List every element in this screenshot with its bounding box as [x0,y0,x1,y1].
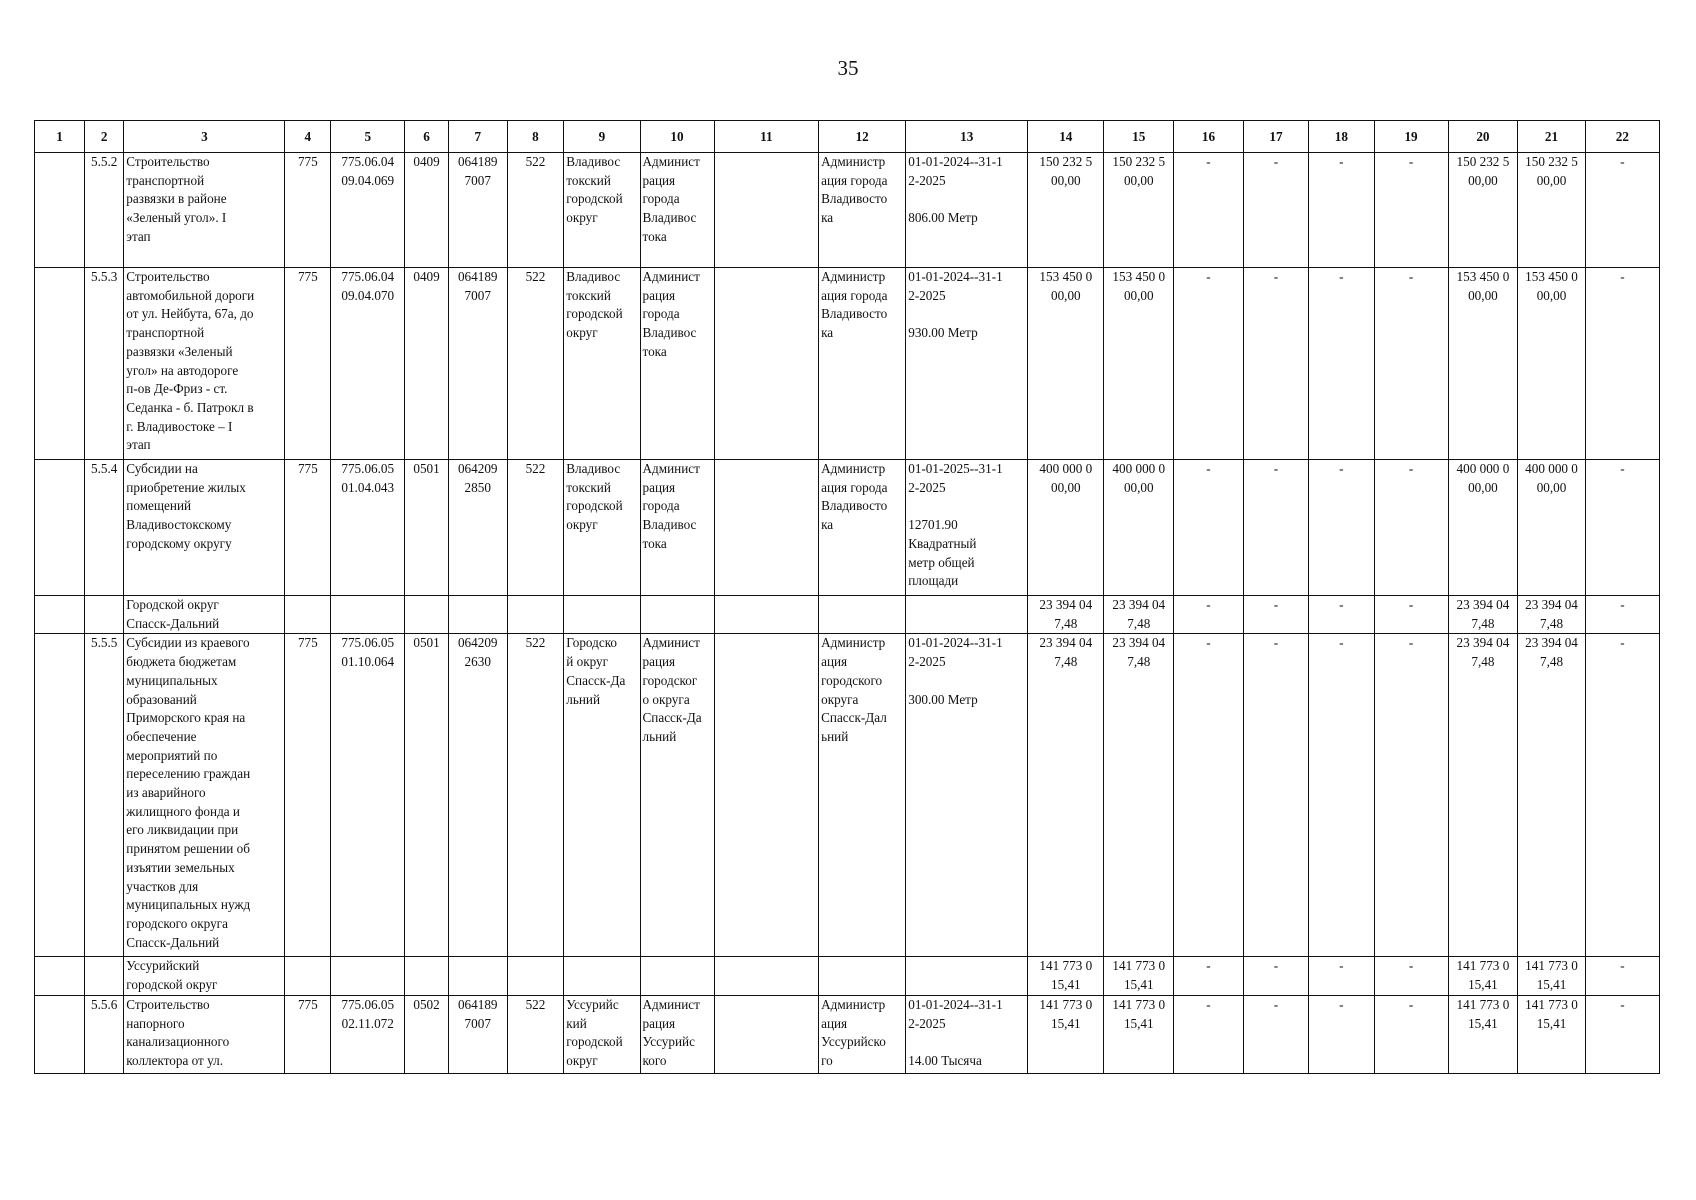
header-row [35,121,1660,153]
dash-cell: - [1309,596,1374,634]
table-row [35,634,1660,957]
code-cell: 775 [285,268,331,460]
customer-cell: Администр ация города Владивосто ка [819,268,906,460]
territory-cell: Владивос токский городской округ [564,153,640,268]
amount-cell: 150 232 5 00,00 [1028,153,1104,268]
code-cell: 522 [507,268,564,460]
amount-cell: 153 450 0 00,00 [1448,268,1518,460]
amount-cell: 23 394 04 7,48 [1104,634,1174,957]
amount-cell: 23 394 04 7,48 [1028,596,1104,634]
territory-cell: Владивос токский городской округ [564,460,640,596]
amount-cell: 153 450 0 00,00 [1518,268,1586,460]
dash-cell: - [1309,957,1374,995]
amount-cell: 150 232 5 00,00 [1104,153,1174,268]
customer-cell: Администр ация города Владивосто ка [819,460,906,596]
dash-cell: - [1174,995,1244,1073]
column-header: 6 [405,121,449,153]
code-cell: 0501 [405,634,449,957]
amount-cell: 23 394 04 7,48 [1518,634,1586,957]
code-cell: 064209 2850 [448,460,507,596]
column-header: 4 [285,121,331,153]
amount-cell: 150 232 5 00,00 [1448,153,1518,268]
amount-cell: 141 773 0 15,41 [1518,995,1586,1073]
recipient-cell: Админист рация города Владивос тока [640,268,714,460]
dash-cell: - [1374,153,1448,268]
code-cell: 775.06.05 01.10.064 [331,634,405,957]
code-cell: 0409 [405,268,449,460]
amount-cell: 23 394 04 7,48 [1518,596,1586,634]
code-cell: 0409 [405,153,449,268]
amount-cell: 23 394 04 7,48 [1104,596,1174,634]
amount-cell: 141 773 0 15,41 [1104,957,1174,995]
amount-cell: 141 773 0 15,41 [1028,957,1104,995]
item-title: Субсидии из краевого бюджета бюджетам муниципальных образований Приморского края на обеспечение мероприятий по переселению граждан из аварийного жилищного фонда и его ликвидации при принятом решении об изъятии земельных участков для муниципальных нужд городского округа Спасск-Дальний [124,634,285,957]
dash-cell: - [1374,460,1448,596]
dash-cell: - [1174,153,1244,268]
empty-cell [714,460,819,596]
recipient-cell: Админист рация города Владивос тока [640,153,714,268]
column-header: 13 [906,121,1028,153]
amount-cell: 141 773 0 15,41 [1448,957,1518,995]
group-title: Городской округ Спасск-Дальний [124,596,285,634]
group-row [35,596,1660,634]
table-row [35,268,1660,460]
amount-cell: 400 000 0 00,00 [1518,460,1586,596]
column-header: 2 [85,121,124,153]
recipient-cell: Админист рация городског о округа Спасск-Да льний [640,634,714,957]
table-row [35,153,1660,268]
item-title: Строительство автомобильной дороги от ул. Нейбута, 67а, до транспортной развязки «Зеленый угол» на автодороге п-ов Де-Фриз - ст. Седанка - б. Патрокл в г. Владивостоке – I этап [124,268,285,460]
amount-cell: 141 773 0 15,41 [1028,995,1104,1073]
column-header: 21 [1518,121,1586,153]
item-number: 5.5.2 [85,153,124,268]
amount-cell: 141 773 0 15,41 [1518,957,1586,995]
item-title: Строительство транспортной развязки в районе «Зеленый угол». I этап [124,153,285,268]
dash-cell: - [1174,634,1244,957]
column-header: 11 [714,121,819,153]
dash-cell: - [1309,634,1374,957]
column-header: 9 [564,121,640,153]
code-cell: 0502 [405,995,449,1073]
code-cell: 775.06.04 09.04.070 [331,268,405,460]
code-cell: 064209 2630 [448,634,507,957]
amount-cell: 150 232 5 00,00 [1518,153,1586,268]
group-row [35,957,1660,995]
period-cell: 01-01-2024--31-1 2-2025 300.00 Метр [906,634,1028,957]
dash-cell: - [1243,153,1308,268]
table-row [35,460,1660,596]
column-header: 8 [507,121,564,153]
code-cell: 064189 7007 [448,153,507,268]
dash-cell: - [1585,957,1659,995]
item-title: Субсидии на приобретение жилых помещений Владивостокскому городскому округу [124,460,285,596]
column-header: 18 [1309,121,1374,153]
item-number: 5.5.3 [85,268,124,460]
dash-cell: - [1585,995,1659,1073]
dash-cell: - [1243,268,1308,460]
territory-cell: Городско й округ Спасск-Да льний [564,634,640,957]
dash-cell: - [1585,460,1659,596]
dash-cell: - [1243,634,1308,957]
code-cell: 064189 7007 [448,995,507,1073]
dash-cell: - [1585,153,1659,268]
item-number: 5.5.6 [85,995,124,1073]
column-header: 14 [1028,121,1104,153]
amount-cell: 153 450 0 00,00 [1028,268,1104,460]
code-cell: 775 [285,634,331,957]
dash-cell: - [1243,596,1308,634]
page-number: 35 [837,56,859,80]
amount-cell: 23 394 04 7,48 [1028,634,1104,957]
empty-cell [714,268,819,460]
dash-cell: - [1374,268,1448,460]
code-cell: 0501 [405,460,449,596]
period-cell: 01-01-2024--31-1 2-2025 806.00 Метр [906,153,1028,268]
amount-cell: 400 000 0 00,00 [1028,460,1104,596]
code-cell: 522 [507,153,564,268]
recipient-cell: Админист рация города Владивос тока [640,460,714,596]
dash-cell: - [1374,957,1448,995]
customer-cell: Администр ация города Владивосто ка [819,153,906,268]
code-cell: 522 [507,460,564,596]
column-header: 12 [819,121,906,153]
dash-cell: - [1585,596,1659,634]
column-header: 16 [1174,121,1244,153]
territory-cell: Уссурийс кий городской округ [564,995,640,1073]
budget-table [34,120,1660,1074]
recipient-cell: Админист рация Уссурийс кого [640,995,714,1073]
dash-cell: - [1174,268,1244,460]
item-title: Строительство напорного канализационного коллектора от ул. [124,995,285,1073]
column-header: 1 [35,121,85,153]
dash-cell: - [1243,995,1308,1073]
code-cell: 775.06.04 09.04.069 [331,153,405,268]
empty-cell [714,995,819,1073]
code-cell: 775 [285,995,331,1073]
item-number: 5.5.5 [85,634,124,957]
dash-cell: - [1309,995,1374,1073]
code-cell: 522 [507,995,564,1073]
territory-cell: Владивос токский городской округ [564,268,640,460]
column-header: 7 [448,121,507,153]
dash-cell: - [1243,460,1308,596]
amount-cell: 141 773 0 15,41 [1448,995,1518,1073]
period-cell: 01-01-2024--31-1 2-2025 930.00 Метр [906,268,1028,460]
code-cell: 522 [507,634,564,957]
code-cell: 775 [285,460,331,596]
dash-cell: - [1374,634,1448,957]
column-header: 10 [640,121,714,153]
empty-cell [714,634,819,957]
amount-cell: 23 394 04 7,48 [1448,596,1518,634]
column-header: 22 [1585,121,1659,153]
code-cell: 775.06.05 01.04.043 [331,460,405,596]
column-header: 19 [1374,121,1448,153]
dash-cell: - [1585,634,1659,957]
amount-cell: 153 450 0 00,00 [1104,268,1174,460]
amount-cell: 141 773 0 15,41 [1104,995,1174,1073]
dash-cell: - [1243,957,1308,995]
column-header: 20 [1448,121,1518,153]
table-row [35,995,1660,1073]
dash-cell: - [1309,460,1374,596]
item-number: 5.5.4 [85,460,124,596]
column-header: 3 [124,121,285,153]
column-header: 5 [331,121,405,153]
period-cell: 01-01-2024--31-1 2-2025 14.00 Тысяча [906,995,1028,1073]
dash-cell: - [1174,460,1244,596]
amount-cell: 400 000 0 00,00 [1104,460,1174,596]
dash-cell: - [1374,596,1448,634]
dash-cell: - [1585,268,1659,460]
amount-cell: 23 394 04 7,48 [1448,634,1518,957]
dash-cell: - [1174,596,1244,634]
customer-cell: Администр ация Уссурийско го [819,995,906,1073]
dash-cell: - [1309,153,1374,268]
dash-cell: - [1374,995,1448,1073]
empty-cell [714,153,819,268]
column-header: 17 [1243,121,1308,153]
column-header: 15 [1104,121,1174,153]
code-cell: 064189 7007 [448,268,507,460]
amount-cell: 400 000 0 00,00 [1448,460,1518,596]
code-cell: 775.06.05 02.11.072 [331,995,405,1073]
code-cell: 775 [285,153,331,268]
dash-cell: - [1309,268,1374,460]
group-title: Уссурийский городской округ [124,957,285,995]
period-cell: 01-01-2025--31-1 2-2025 12701.90 Квадратный метр общей площади [906,460,1028,596]
customer-cell: Администр ация городского округа Спасск-Дал ьний [819,634,906,957]
dash-cell: - [1174,957,1244,995]
